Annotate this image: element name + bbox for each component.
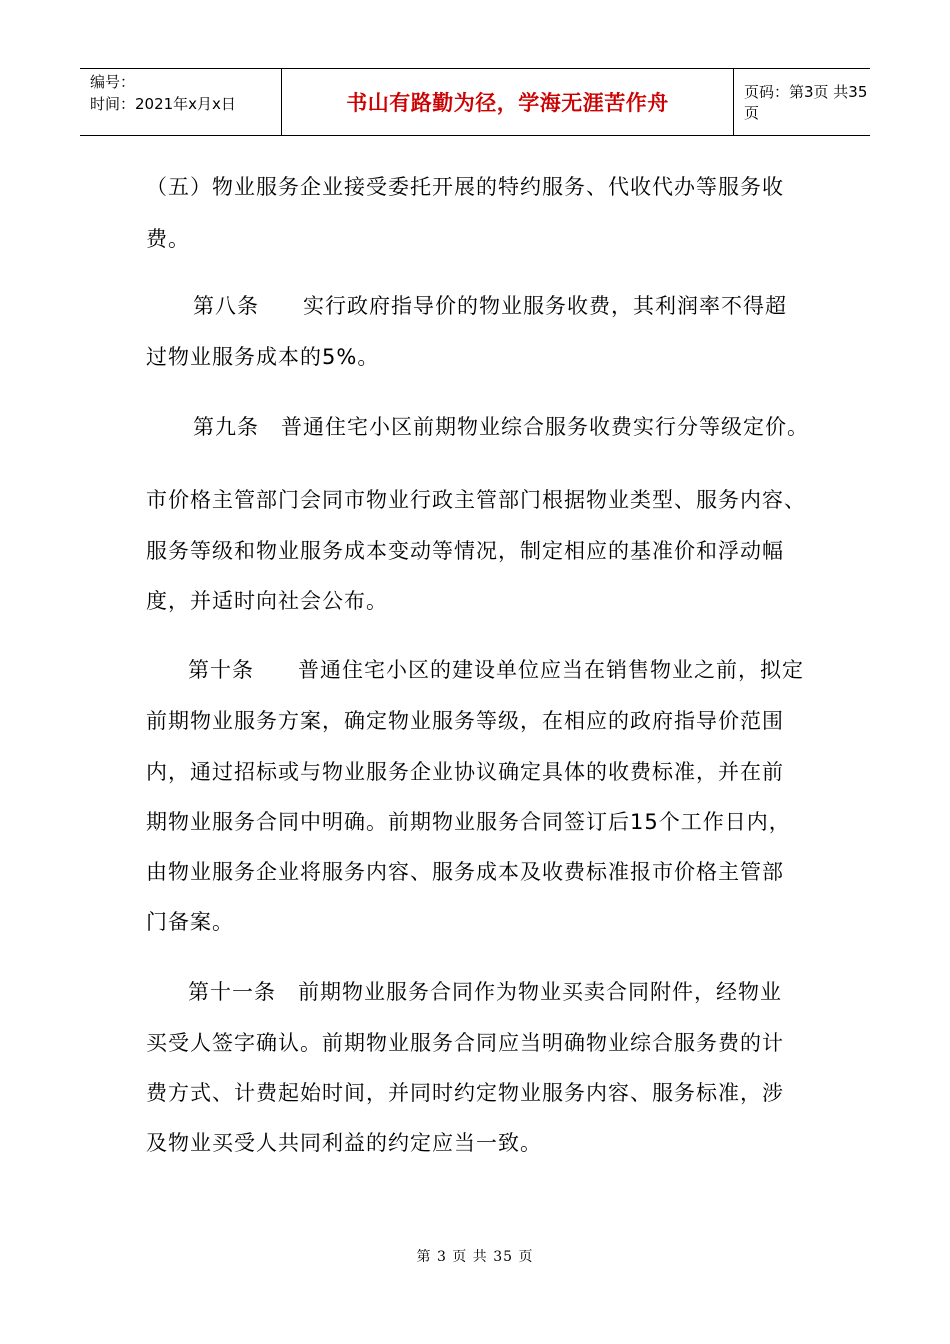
- page-footer: 第 3 页 共 35 页: [416, 1249, 534, 1265]
- article-heading-line: 第十一条 前期物业服务合同作为物业买卖合同附件，经物业: [188, 980, 782, 1004]
- body-line: 费。: [146, 227, 190, 251]
- body-line: 门备案。: [146, 910, 234, 934]
- article-heading-line: 第十条 普通住宅小区的建设单位应当在销售物业之前，拟定: [188, 658, 804, 682]
- body-line: 内，通过招标或与物业服务企业协议确定具体的收费标准，并在前: [146, 760, 784, 784]
- body-line: 度，并适时向社会公布。: [146, 589, 388, 613]
- body-line: 期物业服务合同中明确。前期物业服务合同签订后15个工作日内，: [146, 810, 791, 834]
- page-header: [80, 68, 870, 136]
- body-line: 市价格主管部门会同市物业行政主管部门根据物业类型、服务内容、: [146, 488, 806, 512]
- body-line: 买受人签字确认。前期物业服务合同应当明确物业综合服务费的计: [146, 1031, 784, 1055]
- body-line: 及物业买受人共同利益的约定应当一致。: [146, 1131, 542, 1155]
- document-number-label: 编号：: [90, 73, 136, 91]
- document-date-label: 时间：2021年x月x日: [90, 95, 236, 113]
- header-motto: 书山有路勤为径，学海无涯苦作舟: [346, 91, 669, 115]
- article-heading-line: 第八条 实行政府指导价的物业服务收费，其利润率不得超: [193, 294, 787, 318]
- article-heading-line: 第九条 普通住宅小区前期物业综合服务收费实行分等级定价。: [193, 415, 809, 439]
- header-motto-cell: [281, 69, 734, 135]
- body-line: 费方式、计费起始时间，并同时约定物业服务内容、服务标准，涉: [146, 1081, 784, 1105]
- body-line: 前期物业服务方案，确定物业服务等级，在相应的政府指导价范围: [146, 709, 784, 733]
- header-meta: [80, 69, 281, 135]
- header-page-info: 页码：第3页 共35页: [744, 83, 868, 122]
- body-line: （五）物业服务企业接受委托开展的特约服务、代收代办等服务收: [146, 175, 784, 199]
- body-line: 过物业服务成本的5%。: [146, 345, 380, 369]
- body-line: 服务等级和物业服务成本变动等情况，制定相应的基准价和浮动幅: [146, 539, 784, 563]
- body-line: 由物业服务企业将服务内容、服务成本及收费标准报市价格主管部: [146, 860, 784, 884]
